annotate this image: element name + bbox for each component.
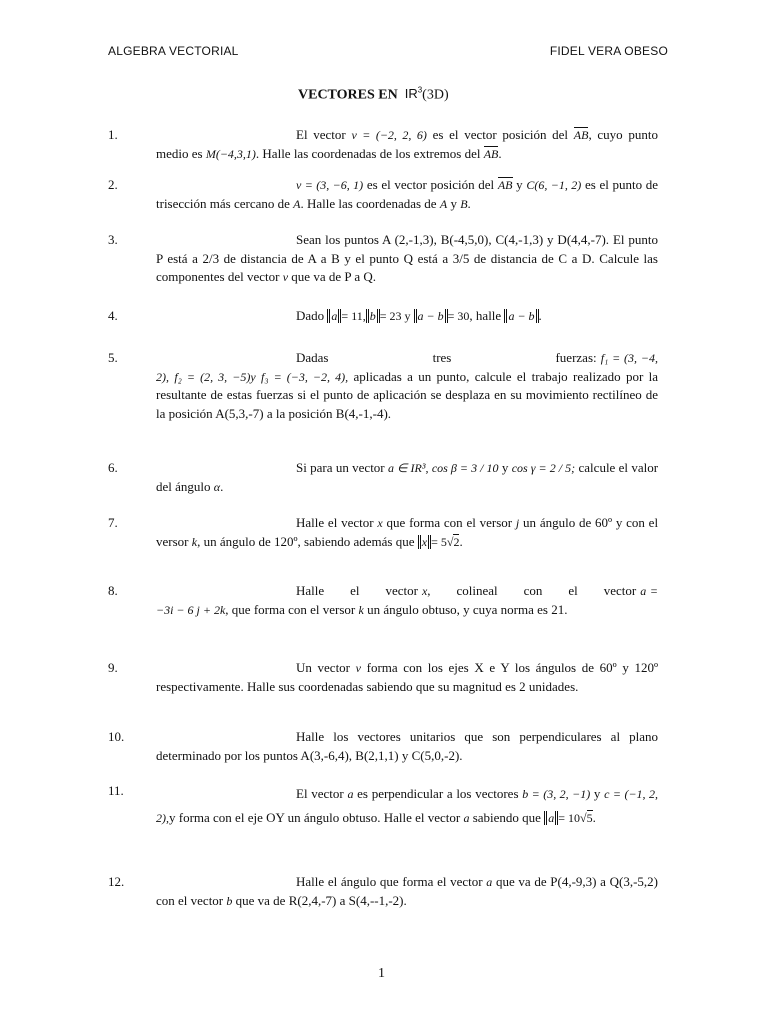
problem-11: 11. El vector a es perpendicular a los vectores b = (3, 2, −1) y c = (−1, 2, 2),y forma con el eje OY un ángulo obtuso. Halle el vector a sabiendo que a = 10√5. xyxy=(108,783,658,825)
header-right: FIDEL VERA OBESO xyxy=(549,44,668,58)
header-left: ALGEBRA VECTORIAL xyxy=(108,44,239,58)
problem-3: 3. Sean los puntos A (2,-1,3), B(-4,5,0), C(4,-1,3) y D(4,4,-7). El punto P está a 2/3 de distancia de A a B y el punto Q está a 3/5 de distancia de C a D. Calcule las componentes del vector v que va de P a Q. xyxy=(108,232,658,284)
problem-9: 9. Un vector v forma con los ejes X e Y los ángulos de 60º y 120º respectivamente. Halle sus coordenadas sabiendo que su magnitud es 2 unidades. xyxy=(108,660,659,694)
problem-8: 8. Halle el vector x, colineal con el vector a = −3i − 6 j + 2k, que forma con el versor k un ángulo obtuso, y cuya norma es 21. xyxy=(108,583,659,617)
problem-2: 2. v = (3, −6, 1) es el vector posición del AB y C(6, −1, 2) es el punto de trisección más cercano de A. Halle las coordenadas de A y B. xyxy=(108,177,659,211)
problem-5: 5. Dadas tres fuerzas: f₁ = (3, −4, 2), f₂ = (2, 3, −5)y f₃ = (−3, −2, 4), aplicadas a un punto, calcule el trabajo realizado por la resultante de estas fuerzas si el punto de aplicación se desplaza en su movimiento rectilíneo de la posición A(5,3,-7) a la posición B(4,-1,-4). xyxy=(108,350,659,421)
page-title: VECTORES EN $IR^3(3D)$ xyxy=(298,86,449,103)
problem-1: 1. El vector v = (−2, 2, 6) es el vector posición del AB, cuyo punto medio es M(−4,3,1). Halle las coordenadas de los extremos del AB. xyxy=(108,127,658,161)
problem-7: 7. Halle el vector x que forma con el versor j un ángulo de 60º y con el versor k, un ángulo de 120º, sabiendo además que x = 5√2. xyxy=(108,515,659,549)
problem-6: 6. Si para un vector a ∈ IR³, cos β = 3 / 10 y cos γ = 2 / 5; calcule el valor del ángulo α. xyxy=(108,460,659,494)
problem-4: 4. Dado a = 11, b = 23 y a − b = 30, halle a − b . xyxy=(108,308,542,323)
problem-12: 12. Halle el ángulo que forma el vector a que va de P(4,-9,3) a Q(3,-5,2) con el vector b que va de R(2,4,-7) a S(4,--1,-2). xyxy=(108,874,658,908)
problem-10: 10. Halle los vectores unitarios que son perpendiculares al plano determinado por los puntos A(3,-6,4), B(2,1,1) y C(5,0,-2). xyxy=(108,729,658,763)
page-number: 1 xyxy=(378,966,385,981)
